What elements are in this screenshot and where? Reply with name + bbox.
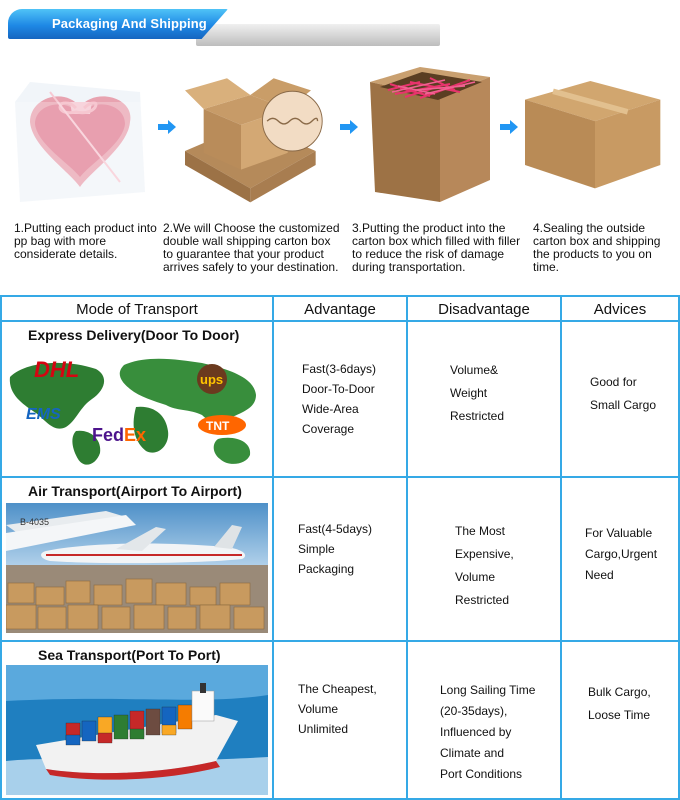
mode-air-title: Air Transport(Airport To Airport): [28, 483, 242, 499]
arrow-right-icon: [340, 120, 358, 134]
disadvantage-line: Long Sailing Time: [440, 683, 536, 697]
transport-table: [0, 295, 680, 800]
sea-advantage: [298, 679, 377, 739]
table-border: [406, 295, 408, 800]
express-advices: [590, 371, 656, 417]
advantage-line: Door-To-Door: [302, 382, 375, 396]
mode-express-title: Express Delivery(Door To Door): [28, 327, 240, 343]
disadvantage-line: Weight: [450, 386, 488, 400]
advantage-line: The Cheapest,: [298, 682, 377, 696]
fedex-logo-ex: Ex: [124, 425, 147, 445]
table-border: [272, 295, 274, 800]
advices-line: Loose Time: [588, 708, 651, 722]
disadvantage-line: Restricted: [450, 409, 505, 423]
disadvantage-line: Influenced by: [440, 725, 512, 739]
dhl-logo: DHL: [34, 357, 80, 382]
advantage-line: Volume: [298, 702, 339, 716]
disadvantage-line: Restricted: [455, 593, 510, 607]
fedex-logo-fed: Fed: [92, 425, 125, 445]
sea-advices: [588, 681, 651, 727]
air-advices: [585, 523, 657, 586]
step-1-text: 1.Putting each product into pp bag with more considerate details.: [14, 221, 157, 261]
open-carton-box-icon: [185, 62, 325, 212]
disadvantage-line: Port Conditions: [440, 767, 523, 781]
advantage-line: Packaging: [298, 562, 355, 576]
arrow-right-icon: [158, 120, 176, 134]
carton-with-filler-icon: [360, 62, 500, 212]
advices-line: Cargo,Urgent: [585, 547, 658, 561]
gift-box-in-bag-icon: [10, 62, 150, 212]
advantage-line: Unlimited: [298, 722, 349, 736]
advices-line: Small Cargo: [590, 398, 657, 412]
advantage-line: Fast(4-5days): [298, 522, 373, 536]
world-map-logos-image: [6, 347, 268, 471]
table-border: [0, 295, 2, 800]
advices-line: Need: [585, 568, 614, 582]
section-banner: [8, 9, 440, 39]
plane-registration: B-4035: [20, 517, 50, 527]
airport-cargo-image: [6, 503, 268, 633]
disadvantage-line: The Most: [455, 524, 506, 538]
advices-line: Good for: [590, 375, 637, 389]
banner-title: Packaging And Shipping: [52, 16, 207, 31]
air-advantage: [298, 519, 372, 579]
header-mode: Mode of Transport: [76, 300, 198, 318]
step-2-text: 2.We will Choose the customized double wall shipping carton box to guarantee that your product arrives safely to your destination.: [163, 221, 340, 274]
container-ship-image: [6, 665, 268, 795]
header-advices: Advices: [593, 300, 647, 318]
disadvantage-line: Volume: [455, 570, 496, 584]
arrow-right-icon: [500, 120, 518, 134]
advices-line: For Valuable: [585, 526, 653, 540]
banner-grey-bar: [196, 24, 440, 46]
disadvantage-line: (20-35days),: [440, 704, 508, 718]
sealed-carton-icon: [525, 62, 665, 212]
ups-logo: ups: [200, 372, 224, 387]
step-3-text: 3.Putting the product into the carton box which filled with filler to reduce the risk of damage during transportation.: [352, 221, 521, 274]
table-border: [0, 640, 680, 642]
disadvantage-line: Expensive,: [455, 547, 514, 561]
table-border: [0, 476, 680, 478]
ems-logo: EMS: [26, 406, 61, 423]
advantage-line: Wide-Area: [302, 402, 359, 416]
advantage-line: Fast(3-6days): [302, 362, 377, 376]
advices-line: Bulk Cargo,: [588, 685, 651, 699]
disadvantage-line: Volume&: [450, 363, 499, 377]
disadvantage-line: Climate and: [440, 746, 505, 760]
advantage-line: Simple: [298, 542, 335, 556]
header-disadvantage: Disadvantage: [438, 300, 530, 318]
table-border: [560, 295, 562, 800]
sea-disadvantage: [440, 680, 535, 785]
header-advantage: Advantage: [304, 300, 376, 318]
express-advantage: [302, 359, 376, 439]
mode-sea-title: Sea Transport(Port To Port): [38, 647, 221, 663]
tnt-logo: TNT: [206, 419, 230, 433]
step-4-text: 4.Sealing the outside carton box and shipping the products to you on time.: [533, 221, 661, 274]
air-disadvantage: [455, 520, 514, 612]
advantage-line: Coverage: [302, 422, 355, 436]
express-disadvantage: [450, 359, 504, 428]
